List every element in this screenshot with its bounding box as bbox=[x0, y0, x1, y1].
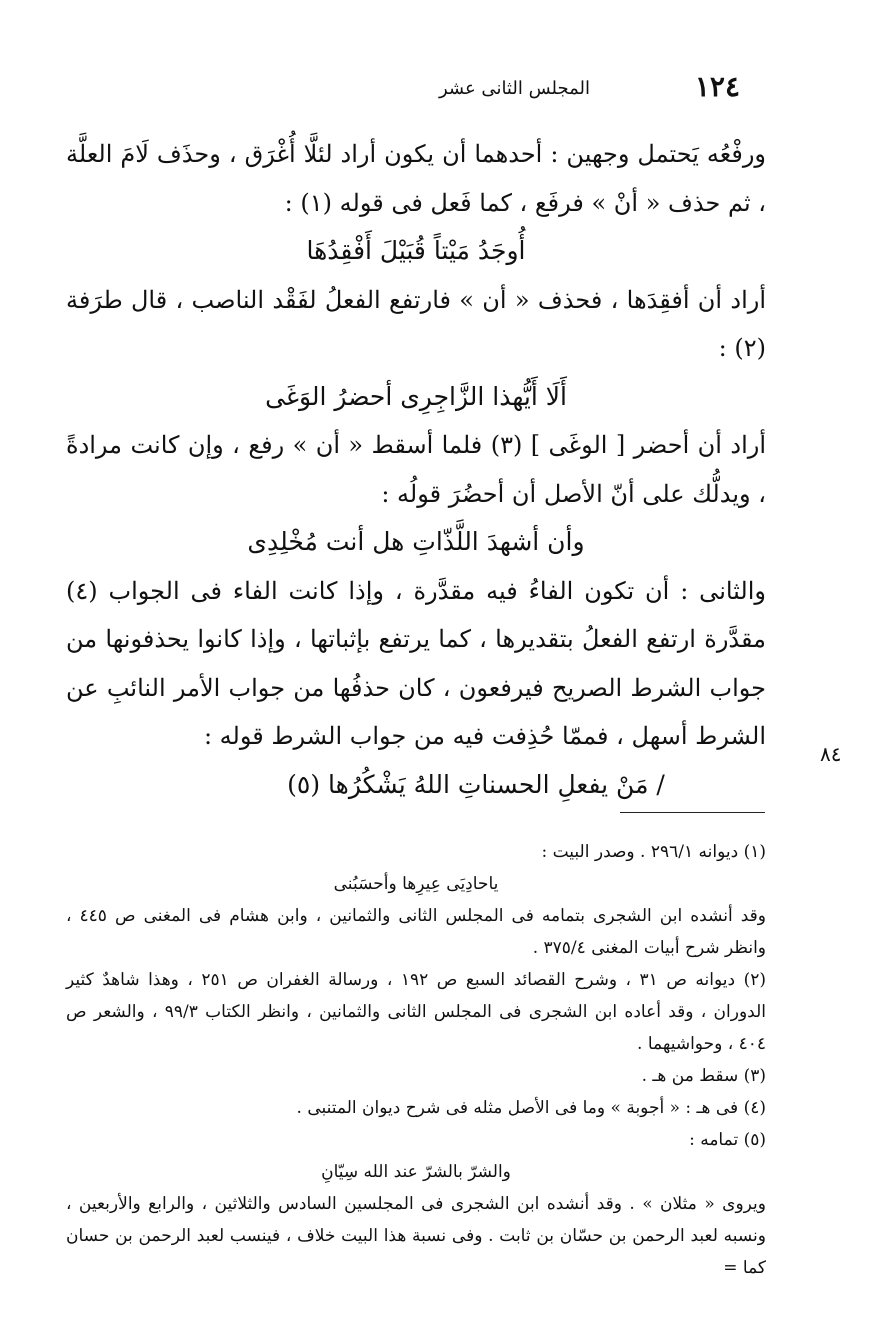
footnote: (٤) فى هـ : « أجوبة » وما فى الأصل مثله فى شرح ديوان المتنبى . bbox=[296, 1098, 766, 1118]
footnote: (١) ديوانه ٢٩٦/١ . وصدر البيت : bbox=[541, 842, 766, 862]
page-number: ١٢٤ bbox=[694, 70, 740, 103]
footnotes bbox=[66, 836, 766, 1284]
footnote: (٥) تمامه : bbox=[689, 1130, 766, 1150]
footnote-text: وقد أنشده ابن الشجرى بتمامه فى المجلس الثانى والثمانين ، وابن هشام فى المغنى ص ٤٤٥ ، وانظر شرح أبيات المغنى ٣٧٥/٤ . bbox=[66, 906, 766, 958]
verse: / مَنْ يفعلِ الحسناتِ اللهُ يَشْكُرُها (٥) bbox=[287, 769, 665, 799]
running-title: المجلس الثانى عشر bbox=[438, 78, 590, 99]
verse: وأن أشهدَ اللَّذّاتِ هل أنت مُخْلِدِى bbox=[247, 527, 585, 556]
verse: أُوجَدُ مَيْتاً قُبَيْلَ أَفْقِدُهَا bbox=[306, 236, 526, 265]
page-header bbox=[300, 70, 740, 110]
footnote-verse: ياحادِيَى عِيرِها وأحسَبُنى bbox=[333, 874, 499, 894]
paragraph: أراد أن أفقِدَها ، فحذف « أن » فارتفع الفعلُ لفَقْد الناصب ، قال طرَفة (٢) : bbox=[66, 285, 766, 362]
footnote: (٣) سقط من هـ . bbox=[641, 1066, 766, 1086]
margin-page-number: ٨٤ bbox=[820, 742, 842, 766]
footnote-verse: والشرّ بالشرّ عند الله سِيّانِ bbox=[321, 1162, 511, 1182]
footnote-separator bbox=[620, 812, 765, 813]
main-text bbox=[66, 130, 766, 809]
footnote-text: ويروى « مثلان » . وقد أنشده ابن الشجرى فى المجلسين السادس والثلاثين ، والرابع والأربعين ، ونسبه لعبد الرحمن بن حسّان بن ثابت . وفى نسبة هذا البيت خلاف ، فينسب لعبد الرحمن بن حسان كما = bbox=[66, 1194, 766, 1278]
paragraph: والثانى : أن تكون الفاءُ فيه مقدَّرة ، وإذا كانت الفاء فى الجواب (٤) مقدَّرة ارتفع الفعلُ بتقديرها ، كما يرتفع بإثباتها ، وإذا كانوا يحذفونها من جواب الشرط الصريح فيرفعون ، كان حذفُها من جواب الأمر النائبِ عن الشرط أسهل ، فممّا حُذِفت فيه من جواب الشرط قوله : bbox=[66, 576, 766, 750]
verse: أَلَا أَيُّهذا الزَّاجِرِى أحضرُ الوَغَى bbox=[265, 381, 567, 411]
paragraph: ورفْعُه يَحتمل وجهين : أحدهما أن يكون أراد لئلَّا أُغْرَق ، وحذَف لَامَ العلَّة ، ثم حذف « أنْ » فرفَع ، كما فَعل فى قوله (١) : bbox=[66, 140, 766, 217]
footnote: (٢) ديوانه ص ٣١ ، وشرح القصائد السبع ص ١٩٢ ، ورسالة الغفران ص ٢٥١ ، وهذا شاهدٌ كثير الدوران ، وقد أعاده ابن الشجرى فى المجلس الثانى والثمانين ، وانظر الكتاب ٩٩/٣ ، والشعر ص ٤٠٤ ، وحواشيهما . bbox=[66, 970, 766, 1054]
paragraph: أراد أن أحضر [ الوغَى ] (٣) فلما أسقط « أن » رفع ، وإن كانت مرادةً ، ويدلُّك على أنّ الأصل أن أحضُرَ قولُه : bbox=[66, 431, 766, 508]
